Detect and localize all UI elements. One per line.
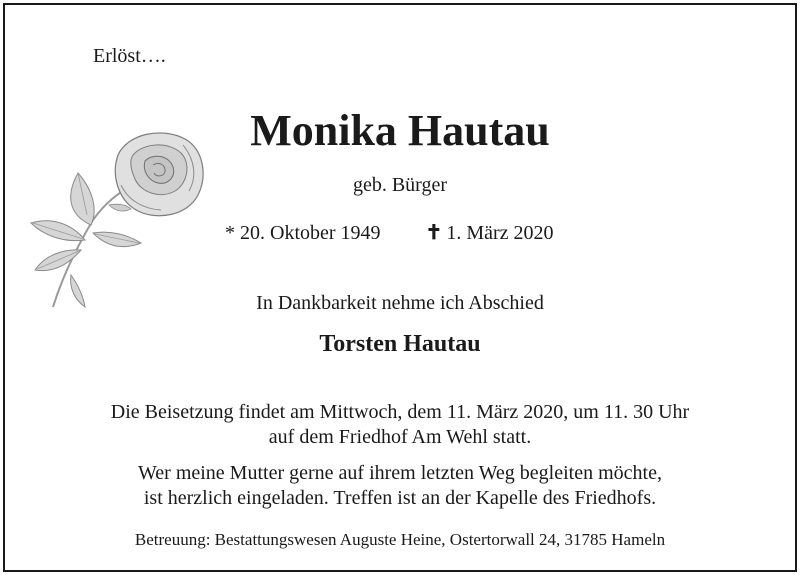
obituary-notice: [3, 3, 797, 572]
life-dates: [225, 220, 554, 245]
burial-line: Die Beisetzung findet am Mittwoch, dem 11. März 2020, um 11. 30 Uhr: [110, 401, 690, 423]
maiden-name: geb. Bürger: [352, 174, 448, 196]
mourner-name: Torsten Hautau: [319, 331, 481, 357]
farewell-text: In Dankbarkeit nehme ich Abschied: [256, 292, 544, 314]
death-date: 1. März 2020: [446, 222, 554, 244]
cross-icon: ✝: [425, 222, 443, 244]
invitation-line: ist herzlich eingeladen. Treffen ist an der Kapelle des Friedhofs.: [143, 487, 657, 509]
invitation-line: Wer meine Mutter gerne auf ihrem letzten Weg begleiten möchte,: [138, 462, 662, 484]
birth-date: * 20. Oktober 1949: [225, 222, 381, 244]
burial-line: auf dem Friedhof Am Wehl statt.: [268, 426, 532, 448]
invitation-text: [5, 461, 795, 511]
intro-text: Erlöst….: [93, 45, 166, 67]
undertaker-info: Betreuung: Bestattungswesen Auguste Heine, Ostertorwall 24, 31785 Hameln: [134, 530, 666, 549]
deceased-name: Monika Hautau: [250, 106, 550, 155]
burial-info: [5, 400, 795, 450]
death-date-group: [426, 222, 554, 244]
